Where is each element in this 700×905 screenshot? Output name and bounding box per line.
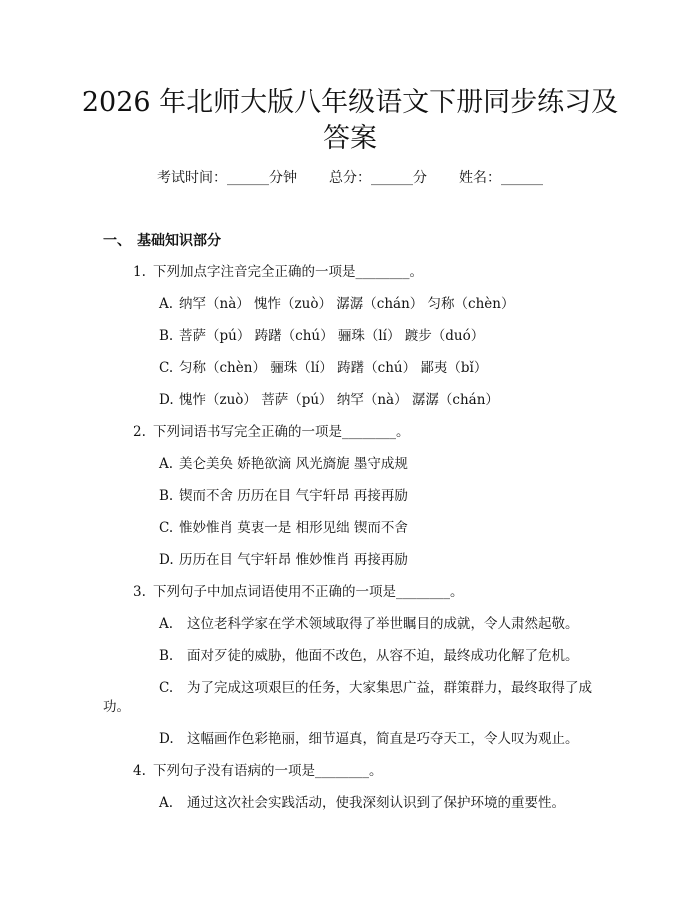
question-2-option-c <box>159 518 408 538</box>
question-number: 3. <box>133 584 146 600</box>
question-text: 下列句子没有语病的一项是________。 <box>153 763 383 779</box>
option-text: 这幅画作色彩艳丽，细节逼真，简直是巧夺天工，令人叹为观止。 <box>187 731 579 747</box>
question-3-option-a <box>159 614 579 634</box>
option-label: D. <box>159 731 174 747</box>
section-heading <box>103 231 221 251</box>
question-1-option-d <box>159 390 499 410</box>
question-1-option-c <box>159 358 487 378</box>
option-text: 通过这次社会实践活动，使我深刻认识到了保护环境的重要性。 <box>187 795 565 811</box>
document-title-line2: 答案 <box>323 123 377 154</box>
option-label: B. <box>159 328 174 344</box>
question-3-option-c-continuation: 功。 <box>103 699 130 715</box>
option-text: 愧怍（zuò） 菩萨（pú） 纳罕（nà） 潺潺（chán） <box>179 392 499 408</box>
student-name-field: 姓名：______ <box>459 170 543 186</box>
question-3-option-b <box>159 646 579 666</box>
question-4-stem <box>133 761 383 781</box>
question-4-option-a <box>159 793 565 813</box>
option-text: 惟妙惟肖 莫衷一是 相形见绌 锲而不舍 <box>179 520 408 536</box>
question-1-stem <box>133 262 423 282</box>
question-2-stem <box>133 422 410 442</box>
question-number: 2. <box>133 424 146 440</box>
question-1-option-a <box>159 294 515 314</box>
option-label: C. <box>159 680 174 696</box>
option-text: 纳罕（nà） 愧怍（zuò） 潺潺（chán） 匀称（chèn） <box>179 296 515 312</box>
option-label: D. <box>159 552 174 568</box>
question-3-option-c <box>159 678 592 698</box>
option-text: 锲而不舍 历历在目 气宇轩昂 再接再励 <box>179 488 408 504</box>
option-label: C. <box>159 360 174 376</box>
question-2-option-d <box>159 550 408 570</box>
option-label: A. <box>159 795 174 811</box>
question-1-option-b <box>159 326 484 346</box>
question-number: 4. <box>133 763 146 779</box>
section-title: 基础知识部分 <box>137 233 221 249</box>
question-3-option-d <box>159 729 579 749</box>
exam-time-field: 考试时间：______分钟 <box>157 170 297 186</box>
question-2-option-b <box>159 486 408 506</box>
question-text: 下列句子中加点词语使用不正确的一项是________。 <box>153 584 464 600</box>
question-2-option-a <box>159 454 408 474</box>
question-text: 下列词语书写完全正确的一项是________。 <box>153 424 410 440</box>
option-text: 美仑美奂 娇艳欲滴 风光旖旎 墨守成规 <box>179 456 408 472</box>
option-text: 历历在目 气宇轩昂 惟妙惟肖 再接再励 <box>179 552 408 568</box>
option-label: D. <box>159 392 174 408</box>
total-score-field: 总分：______分 <box>329 170 427 186</box>
exam-info-line <box>0 168 700 188</box>
option-label: B. <box>159 648 174 664</box>
option-text: 菩萨（pú） 踌躇（chú） 骊珠（lí） 踱步（duó） <box>179 328 485 344</box>
option-label: B. <box>159 488 174 504</box>
question-text: 下列加点字注音完全正确的一项是________。 <box>153 264 423 280</box>
option-text: 匀称（chèn） 骊珠（lí） 踌躇（chú） 鄙夷（bǐ） <box>179 360 488 376</box>
option-label: A. <box>159 616 174 632</box>
option-text: 为了完成这项艰巨的任务，大家集思广益，群策群力，最终取得了成 <box>187 680 592 696</box>
question-number: 1. <box>133 264 146 280</box>
option-label: C. <box>159 520 174 536</box>
option-label: A. <box>159 456 174 472</box>
option-text: 面对歹徒的威胁，他面不改色，从容不迫，最终成功化解了危机。 <box>187 648 579 664</box>
option-text: 这位老科学家在学术领域取得了举世瞩目的成就，令人肃然起敬。 <box>187 616 579 632</box>
question-3-stem <box>133 582 464 602</box>
document-title-line1: 2026 年北师大版八年级语文下册同步练习及 <box>81 87 619 118</box>
section-number: 一、 <box>103 233 131 249</box>
option-label: A. <box>159 296 174 312</box>
